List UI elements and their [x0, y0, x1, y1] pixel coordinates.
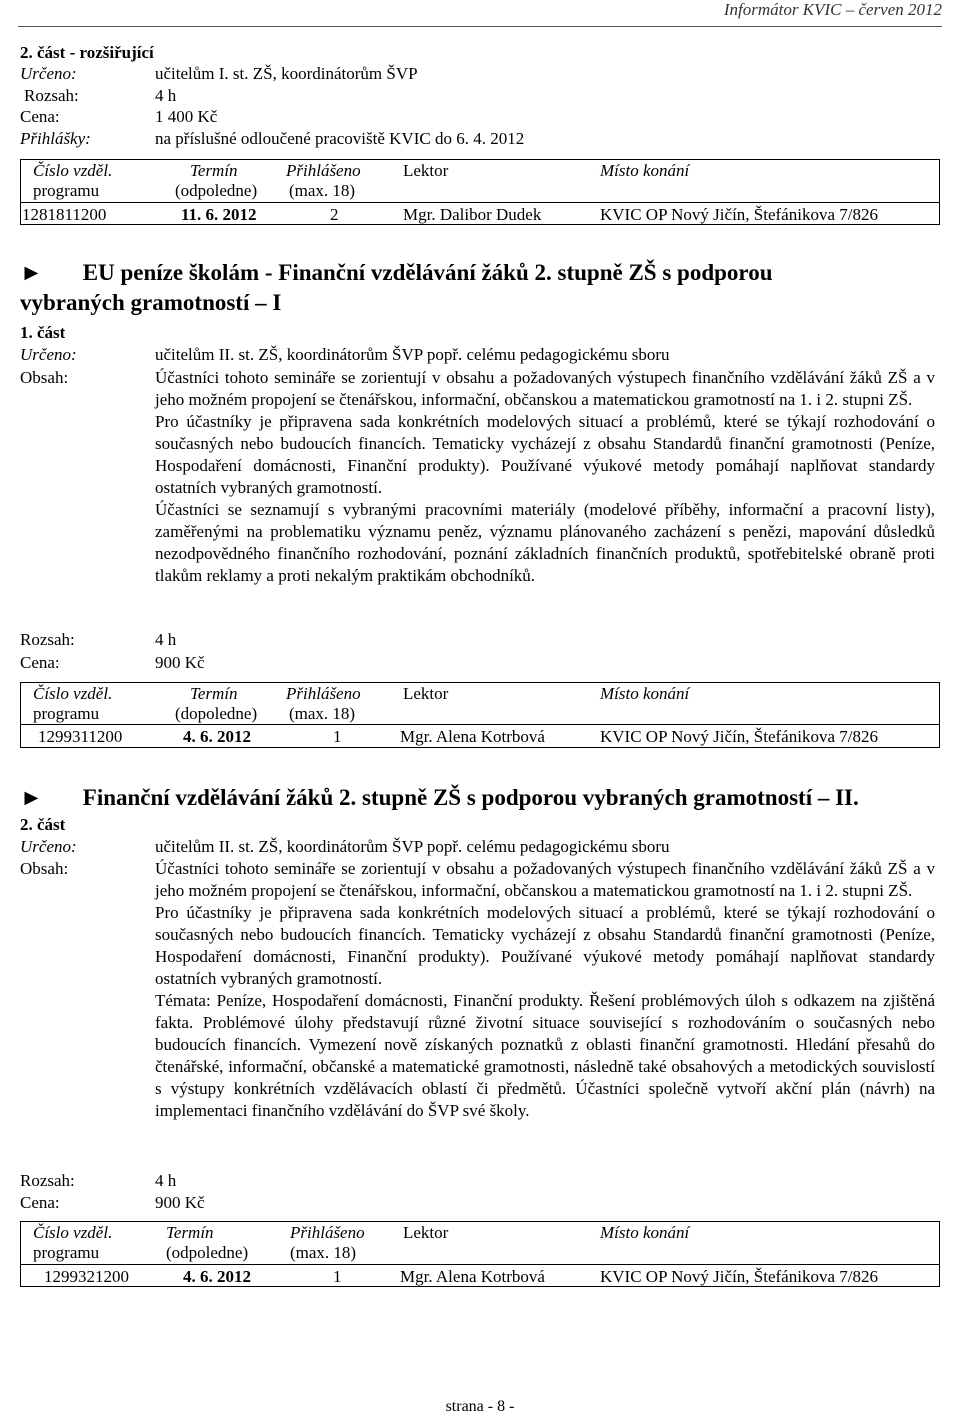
section-heading: 2. část - rozšiřující: [20, 43, 154, 62]
obsah-paragraph: Účastníci tohoto semináře se zorientují v obsahu a požadovaných výstupech finančního vzdělávání žáků ZŠ a v jeho možném propojení se čtenářskou, informační, občanskou a matematickou gramotností na 1. i 2. stupni ZŠ.: [155, 859, 935, 900]
cena-label: Cena:: [20, 653, 60, 672]
obsah-text: [155, 367, 935, 587]
obsah-paragraph: Účastníci se seznamují s vybranými pracovními materiály (modelové příběhy, informační a pracovní listy), zaměřenými na problematiku významu peněz, významu plánovaného zacházení s penězi, mapování důsledků nezodpovědného finančního rozhodování, poznání základních finančních produktů, spotřebitelské obraně proti tlakům reklamy a proti nekalým praktikám obchodníků.: [155, 500, 935, 585]
col-header-lektor: Lektor: [403, 1223, 449, 1242]
col-header-cislo-2: programu: [33, 1243, 100, 1262]
cell-misto: KVIC OP Nový Jičín, Štefánikova 7/826: [600, 727, 878, 746]
obsah-label: Obsah:: [20, 368, 69, 387]
col-header-lektor: Lektor: [403, 684, 449, 703]
course-title-2: ► Finanční vzdělávání žáků 2. stupně ZŠ s podporou vybraných gramotností – II.: [20, 785, 859, 810]
rozsah-value: 4 h: [155, 630, 177, 649]
urceno-value: učitelům II. st. ZŠ, koordinátorům ŠVP popř. celému pedagogickému sboru: [155, 837, 670, 856]
prihlasky-label: Přihlášky:: [20, 129, 91, 148]
cell-cislo: 1281811200: [22, 205, 107, 224]
obsah-paragraph: Pro účastníky je připravena sada konkrétních modelových situací a problémů, které se týkají rozhodování o současných nebo budoucích financích. Tematicky vycházejí z obsahu Standardů finanční gramotnosti (Peníze, Hospodaření domácnosti, Finanční produkty). Používané výukové metody pomáhají naplňovat standardy ostatních vybraných gramotností.: [155, 903, 935, 988]
col-header-misto: Místo konání: [600, 161, 690, 180]
obsah-text: [155, 858, 935, 1122]
table-rule: [20, 724, 940, 725]
col-header-prihlaseno-2: (max. 18): [289, 704, 356, 723]
bullet-triangle-icon: ►: [20, 785, 43, 810]
running-header: Informátor KVIC – červen 2012: [723, 0, 942, 19]
col-header-prihlaseno: Přihlášeno: [286, 161, 361, 180]
cena-label: Cena:: [20, 107, 60, 126]
header-rule: [18, 26, 942, 27]
col-header-cislo-2: programu: [33, 704, 100, 723]
col-header-termin: Termín: [166, 1223, 214, 1242]
col-header-prihlaseno: Přihlášeno: [286, 684, 361, 703]
col-header-termin-2: (odpoledne): [175, 181, 258, 200]
cena-value: 1 400 Kč: [155, 107, 218, 126]
rozsah-label: Rozsah:: [24, 86, 79, 105]
urceno-value: učitelům II. st. ZŠ, koordinátorům ŠVP popř. celému pedagogickému sboru: [155, 345, 670, 364]
cell-lektor: Mgr. Alena Kotrbová: [400, 1267, 545, 1286]
urceno-value: učitelům I. st. ZŠ, koordinátorům ŠVP: [155, 64, 418, 83]
cena-value: 900 Kč: [155, 1193, 205, 1212]
col-header-cislo-2: programu: [33, 181, 100, 200]
cell-cislo: 1299311200: [38, 727, 123, 746]
cena-label: Cena:: [20, 1193, 60, 1212]
bullet-triangle-icon: ►: [20, 260, 43, 285]
cell-prihlaseno: 1: [333, 1267, 342, 1286]
col-header-cislo: Číslo vzděl.: [33, 684, 113, 703]
col-header-misto: Místo konání: [600, 684, 690, 703]
course-title-1: ► EU peníze školám - Finanční vzdělávání žáků 2. stupně ZŠ s podporou: [20, 260, 773, 285]
prihlasky-value: na příslušné odloučené pracoviště KVIC do 6. 4. 2012: [155, 129, 525, 148]
obsah-paragraph: Pro účastníky je připravena sada konkrétních modelových situací a problémů, které se týkají rozhodování o současných nebo budoucích financích. Tematicky vycházejí z obsahu Standardů finanční gramotnosti (Peníze, Hospodaření domácnosti, Finanční produkty). Používané výukové metody pomáhají naplňovat standardy ostatních vybraných gramotností.: [155, 412, 935, 497]
rozsah-label: Rozsah:: [20, 630, 75, 649]
cell-misto: KVIC OP Nový Jičín, Štefánikova 7/826: [600, 205, 878, 224]
cell-lektor: Mgr. Dalibor Dudek: [403, 205, 542, 224]
urceno-label: Určeno:: [20, 64, 77, 83]
table-rule: [20, 202, 940, 203]
col-header-misto: Místo konání: [600, 1223, 690, 1242]
rozsah-value: 4 h: [155, 86, 177, 105]
col-header-termin-2: (odpoledne): [166, 1243, 249, 1262]
col-header-prihlaseno-2: (max. 18): [290, 1243, 357, 1262]
rozsah-label: Rozsah:: [20, 1171, 75, 1190]
col-header-termin-2: (dopoledne): [175, 704, 258, 723]
cell-termin: 4. 6. 2012: [183, 727, 251, 746]
cell-prihlaseno: 1: [333, 727, 342, 746]
table-rule: [20, 1264, 940, 1265]
urceno-label: Určeno:: [20, 345, 77, 364]
obsah-label: Obsah:: [20, 859, 69, 878]
part-label: 1. část: [20, 323, 66, 342]
obsah-paragraph: Témata: Peníze, Hospodaření domácnosti, Finanční produkty. Řešení problémových úloh s odkazem na zjištěná fakta. Problémové úlohy představují různé životní situace související s rozhodováním o současných nebo budoucích financích. Vymezení nově získaných poznatků z oblasti finanční gramotnosti. Hledání přesahů do čtenářské, informační, občanské a matematické gramotnosti, následně také obsahových a metodických souvislostí s výstupy konkrétních vzdělávacích oblastí či předmětů. Účastníci společně vytvoří akční plán (návrh) na implementaci finančního vzdělávání do ŠVP své školy.: [155, 991, 935, 1120]
page-number: strana - 8 -: [445, 1398, 515, 1415]
cell-lektor: Mgr. Alena Kotrbová: [400, 727, 545, 746]
col-header-cislo: Číslo vzděl.: [33, 161, 113, 180]
col-header-termin: Termín: [190, 684, 238, 703]
urceno-label: Určeno:: [20, 837, 77, 856]
col-header-prihlaseno: Přihlášeno: [290, 1223, 365, 1242]
cena-value: 900 Kč: [155, 653, 205, 672]
col-header-prihlaseno-2: (max. 18): [289, 181, 356, 200]
part-label: 2. část: [20, 815, 66, 834]
col-header-termin: Termín: [190, 161, 238, 180]
col-header-cislo: Číslo vzděl.: [33, 1223, 113, 1242]
col-header-lektor: Lektor: [403, 161, 449, 180]
cell-prihlaseno: 2: [330, 205, 339, 224]
course-title-1-line2: vybraných gramotností – I: [20, 290, 282, 315]
cell-termin: 11. 6. 2012: [181, 205, 257, 224]
cell-misto: KVIC OP Nový Jičín, Štefánikova 7/826: [600, 1267, 878, 1286]
cell-termin: 4. 6. 2012: [183, 1267, 251, 1286]
rozsah-value: 4 h: [155, 1171, 177, 1190]
obsah-paragraph: Účastníci tohoto semináře se zorientují v obsahu a požadovaných výstupech finančního vzdělávání žáků ZŠ a v jeho možném propojení se čtenářskou, informační, občanskou a matematickou gramotností na 1. i 2. stupni ZŠ.: [155, 368, 935, 409]
cell-cislo: 1299321200: [44, 1267, 129, 1286]
